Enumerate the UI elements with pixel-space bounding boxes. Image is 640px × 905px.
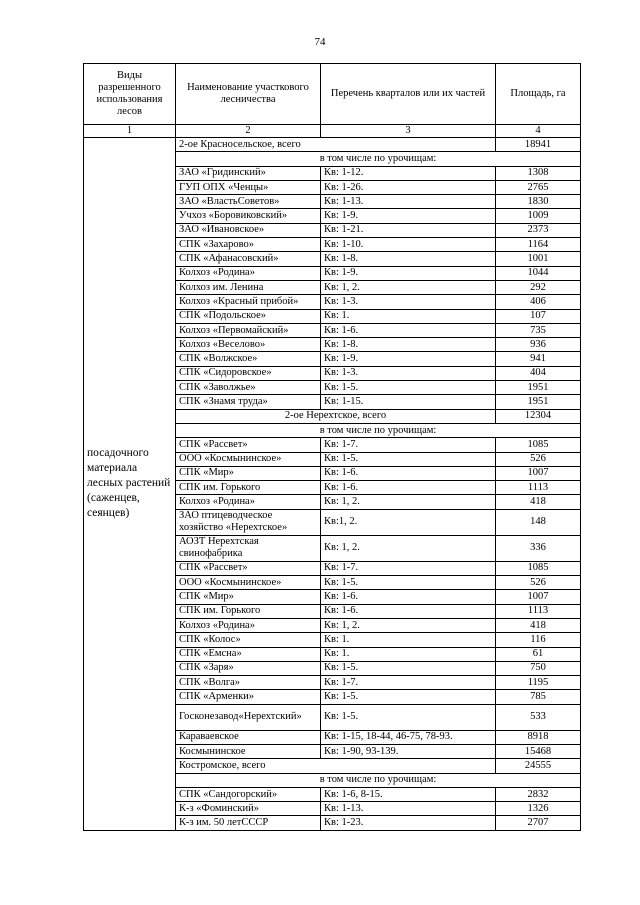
page-number: 74: [314, 36, 326, 48]
forest-use-table: [83, 63, 581, 831]
area-cell: 1007: [496, 590, 581, 604]
column-number: 3: [321, 125, 496, 138]
quarters-cell: Кв: 1-7.: [321, 438, 496, 452]
area-cell: 1326: [496, 802, 581, 816]
tract-name: ЗАО «Гридинский»: [176, 166, 321, 180]
subheading-cell: в том числе по урочищам:: [176, 152, 581, 166]
tract-name: СПК «Подольское»: [176, 309, 321, 323]
tract-name: Госконезавод«Нерехтский»: [176, 704, 321, 730]
area-cell: 533: [496, 704, 581, 730]
tract-name: СПК «Знамя труда»: [176, 395, 321, 409]
tract-name: Караваевское: [176, 730, 321, 744]
quarters-cell: Кв:1, 2.: [321, 509, 496, 535]
tract-name: ООО «Космынинское»: [176, 576, 321, 590]
quarters-cell: Кв: 1-13.: [321, 802, 496, 816]
tract-name: СПК «Афанасовский»: [176, 252, 321, 266]
tract-name: СПК «Колос»: [176, 633, 321, 647]
column-number: 4: [496, 125, 581, 138]
tract-name: СПК «Арменки»: [176, 690, 321, 704]
tract-name: СПК им. Горького: [176, 604, 321, 618]
area-cell: 1085: [496, 561, 581, 575]
area-cell: 1164: [496, 238, 581, 252]
tract-name: Колхоз им. Ленина: [176, 280, 321, 294]
area-cell: 292: [496, 280, 581, 294]
tract-name: СПК «Заволжье»: [176, 381, 321, 395]
quarters-cell: Кв: 1-6.: [321, 481, 496, 495]
area-cell: 941: [496, 352, 581, 366]
tract-name: СПК «Волжское»: [176, 352, 321, 366]
column-number: 1: [84, 125, 176, 138]
area-cell: 148: [496, 509, 581, 535]
quarters-cell: Кв: 1-7.: [321, 676, 496, 690]
tract-name: СПК «Емсна»: [176, 647, 321, 661]
table-row: [84, 138, 581, 152]
forestry-total-area: 12304: [496, 409, 581, 423]
quarters-cell: Кв: 1-9.: [321, 266, 496, 280]
column-number-row: [84, 125, 581, 138]
area-cell: 2832: [496, 787, 581, 801]
tract-name: Космынинское: [176, 744, 321, 758]
tract-name: СПК «Рассвет»: [176, 561, 321, 575]
tract-name: Колхоз «Родина»: [176, 618, 321, 632]
quarters-cell: Кв: 1-5.: [321, 381, 496, 395]
quarters-cell: Кв: 1, 2.: [321, 280, 496, 294]
quarters-cell: Кв: 1, 2.: [321, 535, 496, 561]
quarters-cell: Кв: 1-6, 8-15.: [321, 787, 496, 801]
area-cell: 8918: [496, 730, 581, 744]
column-number: 2: [176, 125, 321, 138]
area-cell: 336: [496, 535, 581, 561]
tract-name: СПК «Сандогорский»: [176, 787, 321, 801]
quarters-cell: Кв: 1-15, 18-44, 46-75, 78-93.: [321, 730, 496, 744]
forestry-total-name: Костромское, всего: [176, 759, 496, 773]
subheading-cell: в том числе по урочищам:: [176, 773, 581, 787]
area-cell: 1830: [496, 195, 581, 209]
subheading-cell: в том числе по урочищам:: [176, 423, 581, 437]
forestry-total-name: 2-ое Красносельское, всего: [176, 138, 496, 152]
quarters-cell: Кв: 1-5.: [321, 576, 496, 590]
tract-name: СПК им. Горького: [176, 481, 321, 495]
tract-name: ГУП ОПХ «Ченцы»: [176, 180, 321, 194]
header-quarters: Перечень кварталов или их частей: [321, 64, 496, 125]
area-cell: 1113: [496, 604, 581, 618]
area-cell: 1085: [496, 438, 581, 452]
quarters-cell: Кв: 1-6.: [321, 466, 496, 480]
tract-name: Учхоз «Боровиковский»: [176, 209, 321, 223]
quarters-cell: Кв: 1-21.: [321, 223, 496, 237]
quarters-cell: Кв: 1-6.: [321, 604, 496, 618]
tract-name: Колхоз «Родина»: [176, 495, 321, 509]
tract-name: Колхоз «Первомайский»: [176, 323, 321, 337]
area-cell: 418: [496, 618, 581, 632]
area-cell: 406: [496, 295, 581, 309]
area-cell: 116: [496, 633, 581, 647]
quarters-cell: Кв: 1-90, 93-139.: [321, 744, 496, 758]
quarters-cell: Кв: 1, 2.: [321, 618, 496, 632]
area-cell: 735: [496, 323, 581, 337]
tract-name: Колхоз «Родина»: [176, 266, 321, 280]
quarters-cell: Кв: 1-10.: [321, 238, 496, 252]
tract-name: Колхоз «Веселово»: [176, 338, 321, 352]
area-cell: 15468: [496, 744, 581, 758]
area-cell: 2373: [496, 223, 581, 237]
area-cell: 1195: [496, 676, 581, 690]
quarters-cell: Кв: 1-6.: [321, 590, 496, 604]
table-body: [84, 138, 581, 831]
tract-name: СПК «Заря»: [176, 661, 321, 675]
tract-name: К-з «Фоминский»: [176, 802, 321, 816]
area-cell: 418: [496, 495, 581, 509]
quarters-cell: Кв: 1-8.: [321, 338, 496, 352]
area-cell: 785: [496, 690, 581, 704]
quarters-cell: Кв: 1-12.: [321, 166, 496, 180]
quarters-cell: Кв: 1.: [321, 309, 496, 323]
area-cell: 1009: [496, 209, 581, 223]
quarters-cell: Кв: 1-3.: [321, 366, 496, 380]
area-cell: 1001: [496, 252, 581, 266]
quarters-cell: Кв: 1-5.: [321, 661, 496, 675]
tract-name: СПК «Сидоровское»: [176, 366, 321, 380]
tract-name: СПК «Волга»: [176, 676, 321, 690]
tract-name: К-з им. 50 летСССР: [176, 816, 321, 830]
quarters-cell: Кв: 1-13.: [321, 195, 496, 209]
quarters-cell: Кв: 1.: [321, 633, 496, 647]
tract-name: ЗАО «ВластьСоветов»: [176, 195, 321, 209]
tract-name: СПК «Рассвет»: [176, 438, 321, 452]
area-cell: 1044: [496, 266, 581, 280]
area-cell: 1951: [496, 395, 581, 409]
header-use-kind: Виды разрешенного использования лесов: [84, 64, 176, 125]
quarters-cell: Кв: 1-3.: [321, 295, 496, 309]
quarters-cell: Кв: 1.: [321, 647, 496, 661]
tract-name: ЗАО птицеводческое хозяйство «Нерехтское»: [176, 509, 321, 535]
forestry-total-name: 2-ое Нерехтское, всего: [176, 409, 496, 423]
area-cell: 61: [496, 647, 581, 661]
tract-name: СПК «Мир»: [176, 466, 321, 480]
forestry-total-area: 24555: [496, 759, 581, 773]
area-cell: 1113: [496, 481, 581, 495]
quarters-cell: Кв: 1-5.: [321, 690, 496, 704]
area-cell: 2707: [496, 816, 581, 830]
area-cell: 526: [496, 452, 581, 466]
quarters-cell: Кв: 1-5.: [321, 704, 496, 730]
quarters-cell: Кв: 1-7.: [321, 561, 496, 575]
quarters-cell: Кв: 1-6.: [321, 323, 496, 337]
area-cell: 1951: [496, 381, 581, 395]
header-row: [84, 64, 581, 125]
area-cell: 936: [496, 338, 581, 352]
area-cell: 1007: [496, 466, 581, 480]
tract-name: Колхоз «Красный прибой»: [176, 295, 321, 309]
area-cell: 2765: [496, 180, 581, 194]
quarters-cell: Кв: 1-5.: [321, 452, 496, 466]
header-area: Площадь, га: [496, 64, 581, 125]
quarters-cell: Кв: 1-9.: [321, 352, 496, 366]
quarters-cell: Кв: 1-23.: [321, 816, 496, 830]
tract-name: СПК «Мир»: [176, 590, 321, 604]
quarters-cell: Кв: 1-26.: [321, 180, 496, 194]
quarters-cell: Кв: 1-9.: [321, 209, 496, 223]
header-forestry-name: Наименование участкового лесничества: [176, 64, 321, 125]
area-cell: 107: [496, 309, 581, 323]
quarters-cell: Кв: 1, 2.: [321, 495, 496, 509]
area-cell: 404: [496, 366, 581, 380]
use-kind-cell: посадочного материала лесных растений (саженцев, сеянцев): [84, 138, 176, 831]
area-cell: 526: [496, 576, 581, 590]
area-cell: 750: [496, 661, 581, 675]
quarters-cell: Кв: 1-8.: [321, 252, 496, 266]
quarters-cell: Кв: 1-15.: [321, 395, 496, 409]
tract-name: АОЗТ Нерехтская свинофабрика: [176, 535, 321, 561]
area-cell: 1308: [496, 166, 581, 180]
forestry-total-area: 18941: [496, 138, 581, 152]
tract-name: ООО «Космынинское»: [176, 452, 321, 466]
tract-name: ЗАО «Ивановское»: [176, 223, 321, 237]
tract-name: СПК «Захарово»: [176, 238, 321, 252]
